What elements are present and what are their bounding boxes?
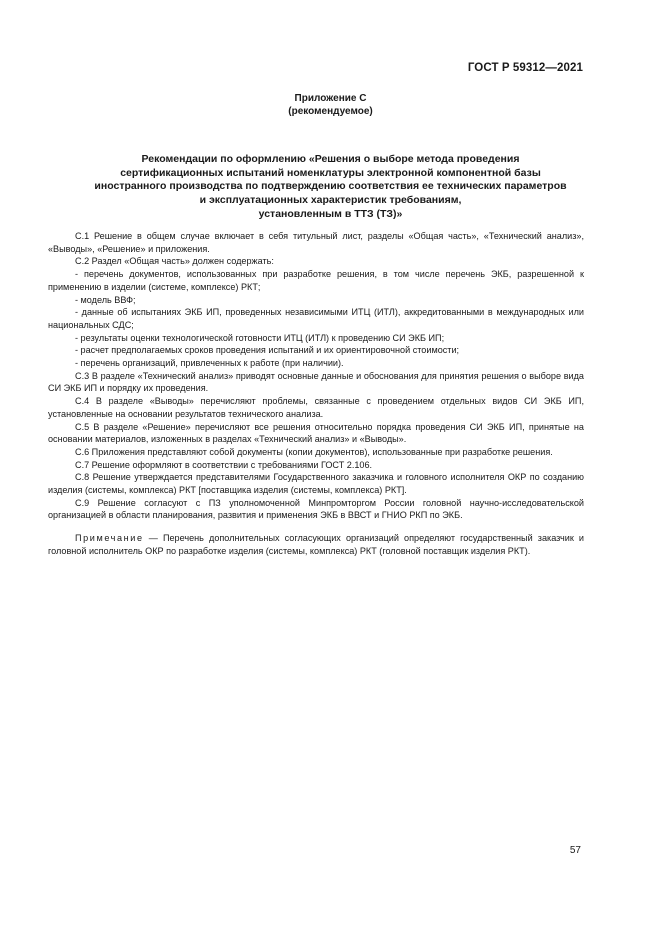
page-number: 57 <box>569 845 581 856</box>
title-line: иностранного производства по подтверждению соответствия ее технических параметров <box>94 180 567 193</box>
list-item: - результаты оценки технологической готовности ИТЦ (ИТЛ) к проведению СИ ЭКБ ИП; <box>75 332 445 343</box>
list-item: - перечень документов, использованных при разработке решения, в том числе перечень ЭКБ, разрешенной к применению в изделии (системе, комплексе) РКТ; <box>48 269 584 292</box>
paragraph-c4: С.4 В разделе «Выводы» перечисляют проблемы, связанные с проведением отдельных видов СИ ЭКБ ИП, установленные на основании результатов технического анализа. <box>48 396 584 419</box>
section-title <box>60 153 601 222</box>
note <box>48 532 584 557</box>
note-label: Примечание <box>75 533 144 544</box>
note-text: — Перечень дополнительных согласующих организаций определяют государственный заказчик и головной исполнитель ОКР по разработке изделия (системы, комплекса) РКТ (головной поставщик изделия РКТ). <box>48 533 584 556</box>
list-item: - модель ВВФ; <box>75 294 136 305</box>
paragraph-c2: С.2 Раздел «Общая часть» должен содержать: <box>75 256 274 267</box>
paragraph-c6: С.6 Приложения представляют собой документы (копии документов), использованные при разработке решения. <box>75 446 553 457</box>
standard-number: ГОСТ Р 59312—2021 <box>467 62 583 74</box>
paragraph-c1: С.1 Решение в общем случае включает в себя титульный лист, разделы «Общая часть», «Технический анализ», «Выводы», «Решение» и приложения. <box>48 231 584 254</box>
paragraph-c8: С.8 Решение утверждается представителями Государственного заказчика и головного исполнителя ОКР по созданию изделия (системы, комплекса) РКТ [поставщика изделия (системы, комплекса) РКТ]. <box>48 472 584 496</box>
title-line: и эксплуатационных характеристик требованиям, <box>199 194 462 207</box>
body-text <box>48 230 584 558</box>
list-item: - перечень организаций, привлеченных к работе (при наличии). <box>75 358 344 369</box>
appendix-status: (рекомендуемое) <box>288 106 373 117</box>
title-line: установленным в ТТЗ (ТЗ)» <box>258 207 403 220</box>
list-item: - данные об испытаниях ЭКБ ИП, проведенных независимыми ИТЦ (ИТЛ), аккредитованными в международных или национальных СДС; <box>48 307 584 330</box>
list-item: - расчет предполагаемых сроков проведения испытаний и их ориентировочной стоимости; <box>75 345 460 356</box>
paragraph-c5: С.5 В разделе «Решение» перечисляют все решения относительно порядка проведения СИ ЭКБ ИП, принятые на основании материалов, изложенных в разделах «Технический анализ» и «Выводы». <box>48 421 584 445</box>
title-line: сертификационных испытаний номенклатуры электронной компонентной базы <box>120 166 541 179</box>
paragraph-c7: С.7 Решение оформляют в соответствии с требованиями ГОСТ 2.106. <box>75 459 373 470</box>
appendix-label: Приложение С <box>294 93 367 104</box>
paragraph-c9: С.9 Решение согласуют с ПЗ уполномоченной Минпромторгом России головной научно-исследовательской организацией в области планирования, развития и применения ЭКБ в ВВСТ и ГНИО РКП по ЭКБ. <box>48 497 584 521</box>
paragraph-c3: С.3 В разделе «Технический анализ» приводят основные данные и обоснования для принятия решения о выборе вида СИ ЭКБ ИП и порядку их проведения. <box>48 370 584 394</box>
title-line: Рекомендации по оформлению «Решения о выборе метода проведения <box>141 153 520 165</box>
appendix-heading <box>0 92 661 118</box>
